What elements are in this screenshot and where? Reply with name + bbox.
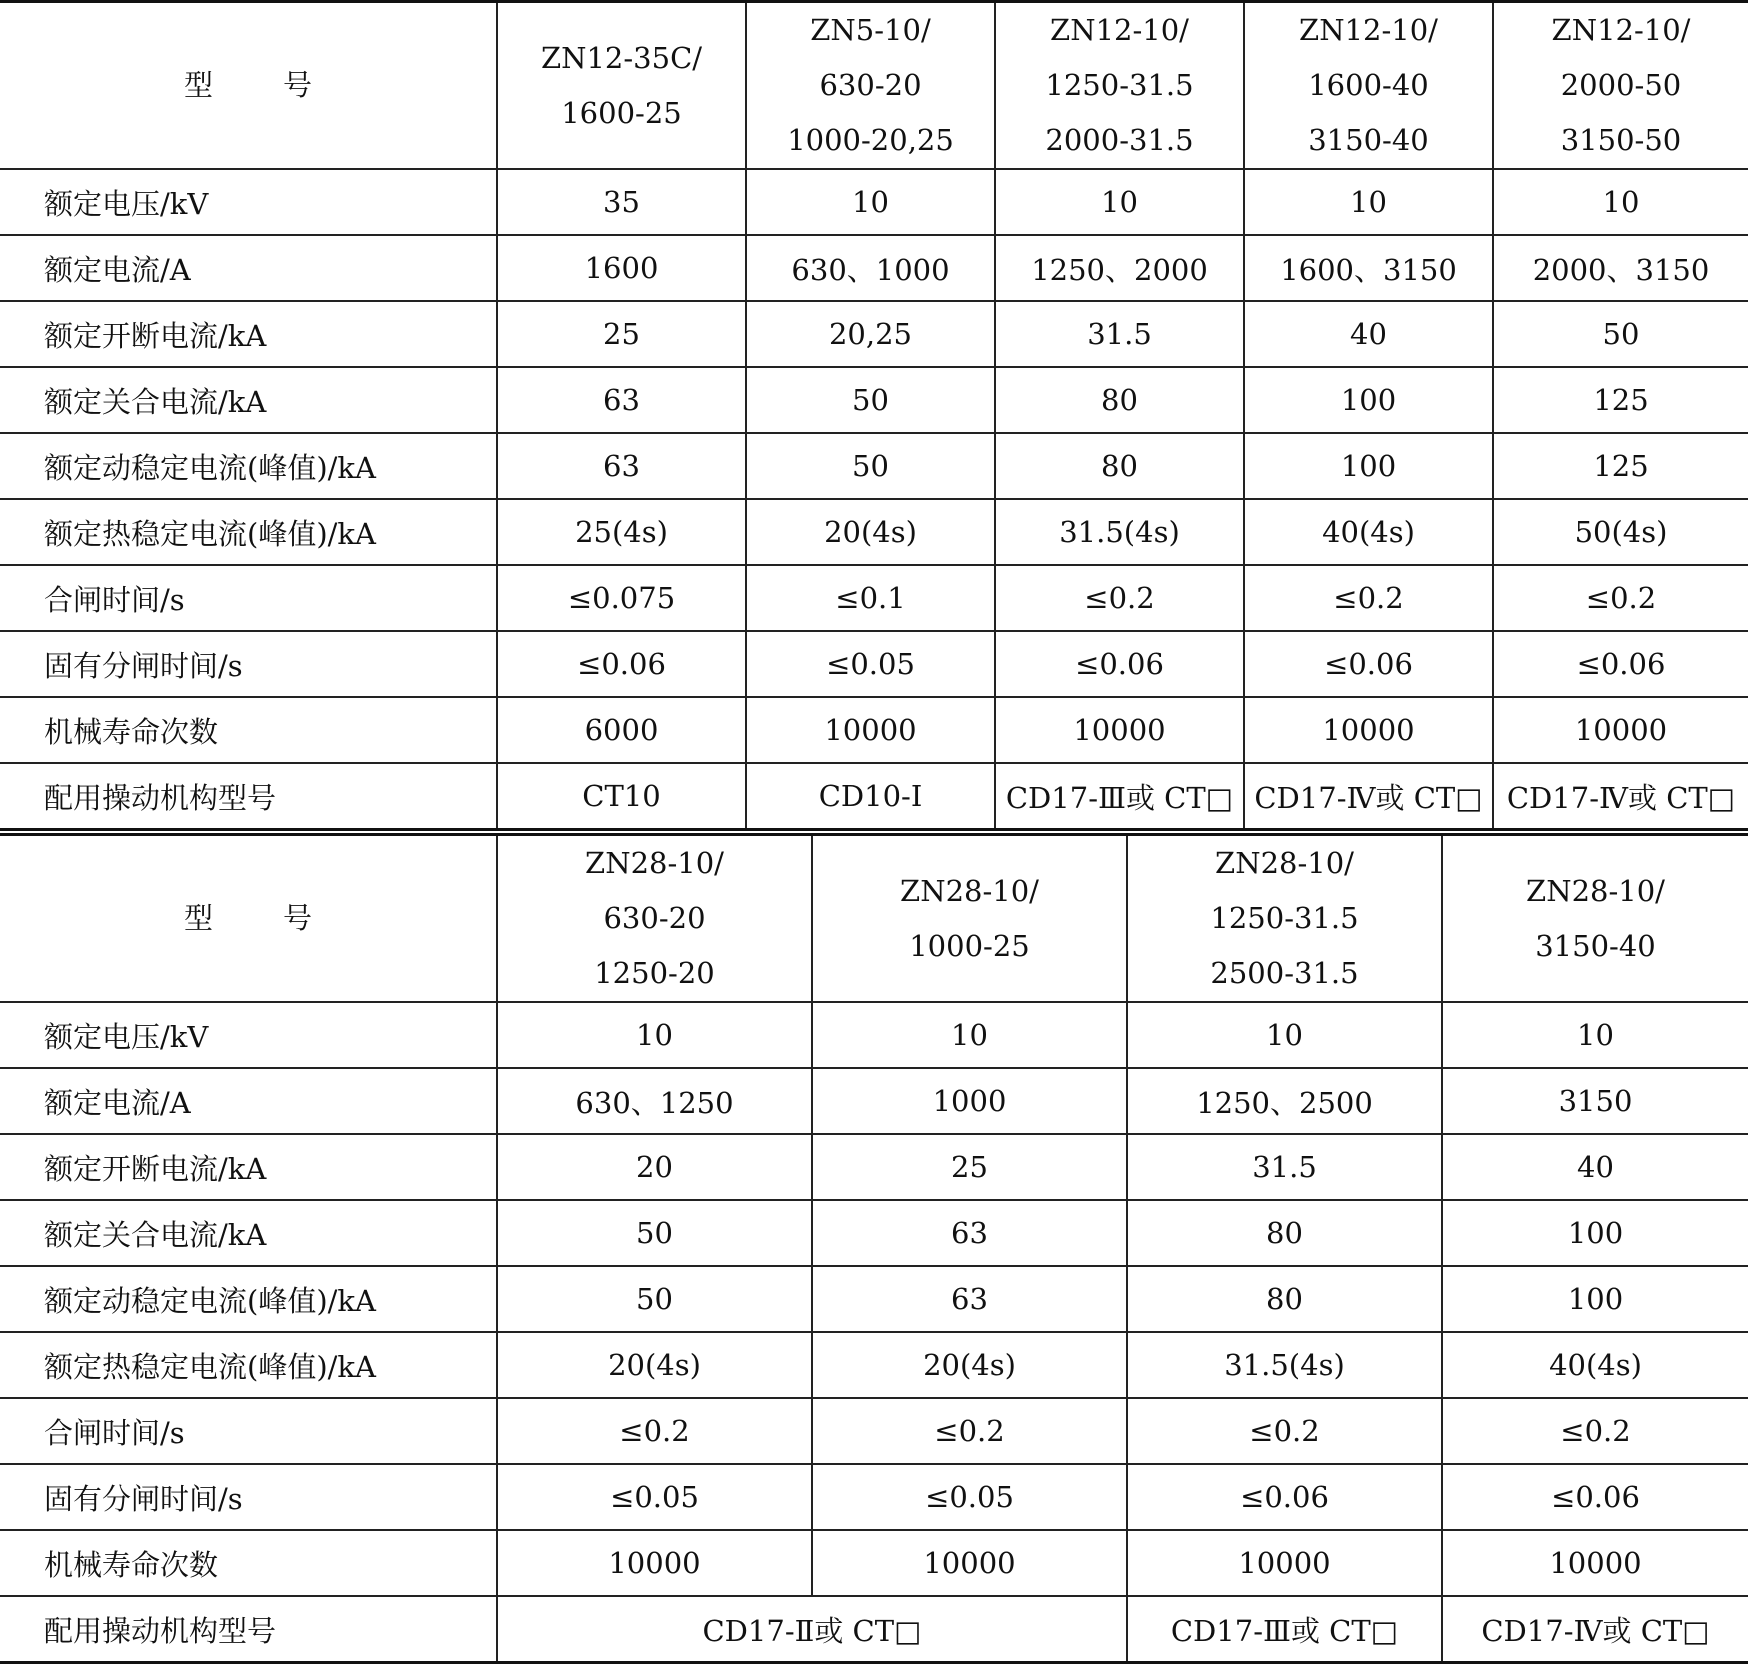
table-cell: 31.5(4s) — [1127, 1332, 1442, 1398]
table-cell: 50 — [746, 367, 995, 433]
table-row — [0, 499, 1748, 565]
table-cell: 6000 — [497, 697, 746, 763]
table-2-header-row — [0, 835, 1748, 1003]
table-cell: 3150 — [1442, 1068, 1748, 1134]
table-cell: 100 — [1244, 367, 1493, 433]
table-cell: 63 — [497, 433, 746, 499]
table-row — [0, 1068, 1748, 1134]
param-label: 额定电压/kV — [0, 1002, 497, 1068]
model-header-cell: ZN28-10/ 1000-25 — [812, 835, 1127, 1003]
param-label: 机械寿命次数 — [0, 1530, 497, 1596]
table-cell: ≤0.2 — [1127, 1398, 1442, 1464]
table-row — [0, 301, 1748, 367]
model-header-label: 型 号 — [0, 835, 497, 1003]
table-row — [0, 1398, 1748, 1464]
table-cell: 63 — [497, 367, 746, 433]
table-cell: ≤0.06 — [497, 631, 746, 697]
model-header-cell: ZN28-10/ 1250-31.5 2500-31.5 — [1127, 835, 1442, 1003]
table-cell: 630、1000 — [746, 235, 995, 301]
table-row — [0, 169, 1748, 235]
table-cell: 10 — [1442, 1002, 1748, 1068]
table-cell: 40 — [1244, 301, 1493, 367]
table-cell: 125 — [1493, 433, 1748, 499]
table-cell: 10000 — [995, 697, 1244, 763]
table-cell: 10 — [995, 169, 1244, 235]
table-cell: 31.5 — [995, 301, 1244, 367]
model-header-cell: ZN12-10/ 1250-31.5 2000-31.5 — [995, 2, 1244, 170]
table-cell: ≤0.2 — [812, 1398, 1127, 1464]
table-cell: 40(4s) — [1244, 499, 1493, 565]
table-cell: 10000 — [746, 697, 995, 763]
table-cell: 40 — [1442, 1134, 1748, 1200]
param-label: 固有分闸时间/s — [0, 631, 497, 697]
table-cell: 50 — [1493, 301, 1748, 367]
table-cell: 10000 — [497, 1530, 812, 1596]
table-cell: ≤0.05 — [746, 631, 995, 697]
table-cell: 10000 — [1127, 1530, 1442, 1596]
table-cell: 25(4s) — [497, 499, 746, 565]
table-cell: 10000 — [1493, 697, 1748, 763]
table-cell: ≤0.2 — [1442, 1398, 1748, 1464]
table-cell: ≤0.2 — [1244, 565, 1493, 631]
table-row — [0, 631, 1748, 697]
table-cell: ≤0.2 — [995, 565, 1244, 631]
table-cell: 100 — [1442, 1200, 1748, 1266]
table-cell: 10000 — [812, 1530, 1127, 1596]
table-cell: 1600 — [497, 235, 746, 301]
table-cell: 31.5(4s) — [995, 499, 1244, 565]
table-cell: 1600、3150 — [1244, 235, 1493, 301]
table-cell: 10 — [1244, 169, 1493, 235]
table-cell: 10 — [1493, 169, 1748, 235]
table-row — [0, 367, 1748, 433]
table-cell: 50 — [746, 433, 995, 499]
table-row — [0, 697, 1748, 763]
spec-table-1 — [0, 0, 1748, 831]
param-label: 额定开断电流/kA — [0, 301, 497, 367]
table-cell: 63 — [812, 1200, 1127, 1266]
param-label: 机械寿命次数 — [0, 697, 497, 763]
table-cell: CD17-Ⅲ或 CT□ — [1127, 1596, 1442, 1663]
table-cell: CT10 — [497, 763, 746, 830]
table-cell: ≤0.06 — [995, 631, 1244, 697]
table-cell: 2000、3150 — [1493, 235, 1748, 301]
param-label: 配用操动机构型号 — [0, 1596, 497, 1663]
model-header-cell: ZN28-10/ 3150-40 — [1442, 835, 1748, 1003]
table-cell: ≤0.06 — [1442, 1464, 1748, 1530]
table-row — [0, 1464, 1748, 1530]
param-label: 额定关合电流/kA — [0, 1200, 497, 1266]
table-cell: ≤0.05 — [812, 1464, 1127, 1530]
param-label: 合闸时间/s — [0, 1398, 497, 1464]
table-cell: 10 — [746, 169, 995, 235]
table-row — [0, 235, 1748, 301]
table-cell: 125 — [1493, 367, 1748, 433]
table-cell: 35 — [497, 169, 746, 235]
table-cell: ≤0.05 — [497, 1464, 812, 1530]
param-label: 额定电流/A — [0, 1068, 497, 1134]
table-cell: CD17-Ⅲ或 CT□ — [995, 763, 1244, 830]
table-row — [0, 1200, 1748, 1266]
table-row — [0, 565, 1748, 631]
table-row — [0, 763, 1748, 830]
table-cell: 10000 — [1244, 697, 1493, 763]
param-label: 额定动稳定电流(峰值)/kA — [0, 433, 497, 499]
table-cell: 10 — [1127, 1002, 1442, 1068]
table-cell: 630、1250 — [497, 1068, 812, 1134]
table-1-header-row — [0, 2, 1748, 170]
table-cell: 50(4s) — [1493, 499, 1748, 565]
table-cell: 10 — [497, 1002, 812, 1068]
table-cell: ≤0.2 — [1493, 565, 1748, 631]
table-cell: CD17-Ⅳ或 CT□ — [1493, 763, 1748, 830]
table-cell: CD17-Ⅳ或 CT□ — [1244, 763, 1493, 830]
table-row — [0, 433, 1748, 499]
table-cell: CD17-Ⅱ或 CT□ — [497, 1596, 1127, 1663]
table-cell: ≤0.1 — [746, 565, 995, 631]
model-header-cell: ZN12-10/ 1600-40 3150-40 — [1244, 2, 1493, 170]
param-label: 额定电流/A — [0, 235, 497, 301]
table-cell: 20(4s) — [746, 499, 995, 565]
table-cell: ≤0.2 — [497, 1398, 812, 1464]
table-cell: 25 — [812, 1134, 1127, 1200]
model-header-label: 型 号 — [0, 2, 497, 170]
table-cell: CD17-Ⅳ或 CT□ — [1442, 1596, 1748, 1663]
param-label: 合闸时间/s — [0, 565, 497, 631]
model-header-cell: ZN28-10/ 630-20 1250-20 — [497, 835, 812, 1003]
table-cell: ≤0.06 — [1127, 1464, 1442, 1530]
table-cell: 100 — [1442, 1266, 1748, 1332]
table-cell: ≤0.06 — [1244, 631, 1493, 697]
table-row — [0, 1134, 1748, 1200]
param-label: 配用操动机构型号 — [0, 763, 497, 830]
table-cell: 63 — [812, 1266, 1127, 1332]
table-cell: 80 — [1127, 1266, 1442, 1332]
table-cell: 1000 — [812, 1068, 1127, 1134]
param-label: 额定热稳定电流(峰值)/kA — [0, 1332, 497, 1398]
table-cell: 20 — [497, 1134, 812, 1200]
param-label: 额定开断电流/kA — [0, 1134, 497, 1200]
table-cell: 1250、2500 — [1127, 1068, 1442, 1134]
table-cell: 80 — [995, 367, 1244, 433]
table-cell: 50 — [497, 1200, 812, 1266]
spec-table-2 — [0, 833, 1748, 1664]
param-label: 额定动稳定电流(峰值)/kA — [0, 1266, 497, 1332]
table-cell: 31.5 — [1127, 1134, 1442, 1200]
table-cell: 25 — [497, 301, 746, 367]
table-cell: ≤0.06 — [1493, 631, 1748, 697]
table-row — [0, 1596, 1748, 1663]
param-label: 额定电压/kV — [0, 169, 497, 235]
table-cell: 20(4s) — [497, 1332, 812, 1398]
table-cell: 40(4s) — [1442, 1332, 1748, 1398]
table-cell: 10000 — [1442, 1530, 1748, 1596]
table-cell: 80 — [995, 433, 1244, 499]
param-label: 固有分闸时间/s — [0, 1464, 497, 1530]
table-cell: 1250、2000 — [995, 235, 1244, 301]
table-cell: 20(4s) — [812, 1332, 1127, 1398]
table-cell: 20,25 — [746, 301, 995, 367]
table-cell: ≤0.075 — [497, 565, 746, 631]
model-header-cell: ZN12-10/ 2000-50 3150-50 — [1493, 2, 1748, 170]
table-cell: CD10-Ⅰ — [746, 763, 995, 830]
model-header-cell: ZN12-35C/ 1600-25 — [497, 2, 746, 170]
param-label: 额定热稳定电流(峰值)/kA — [0, 499, 497, 565]
table-row — [0, 1002, 1748, 1068]
table-cell: 10 — [812, 1002, 1127, 1068]
table-cell: 50 — [497, 1266, 812, 1332]
param-label: 额定关合电流/kA — [0, 367, 497, 433]
table-cell: 100 — [1244, 433, 1493, 499]
table-cell: 80 — [1127, 1200, 1442, 1266]
model-header-cell: ZN5-10/ 630-20 1000-20,25 — [746, 2, 995, 170]
table-row — [0, 1266, 1748, 1332]
table-row — [0, 1530, 1748, 1596]
table-row — [0, 1332, 1748, 1398]
